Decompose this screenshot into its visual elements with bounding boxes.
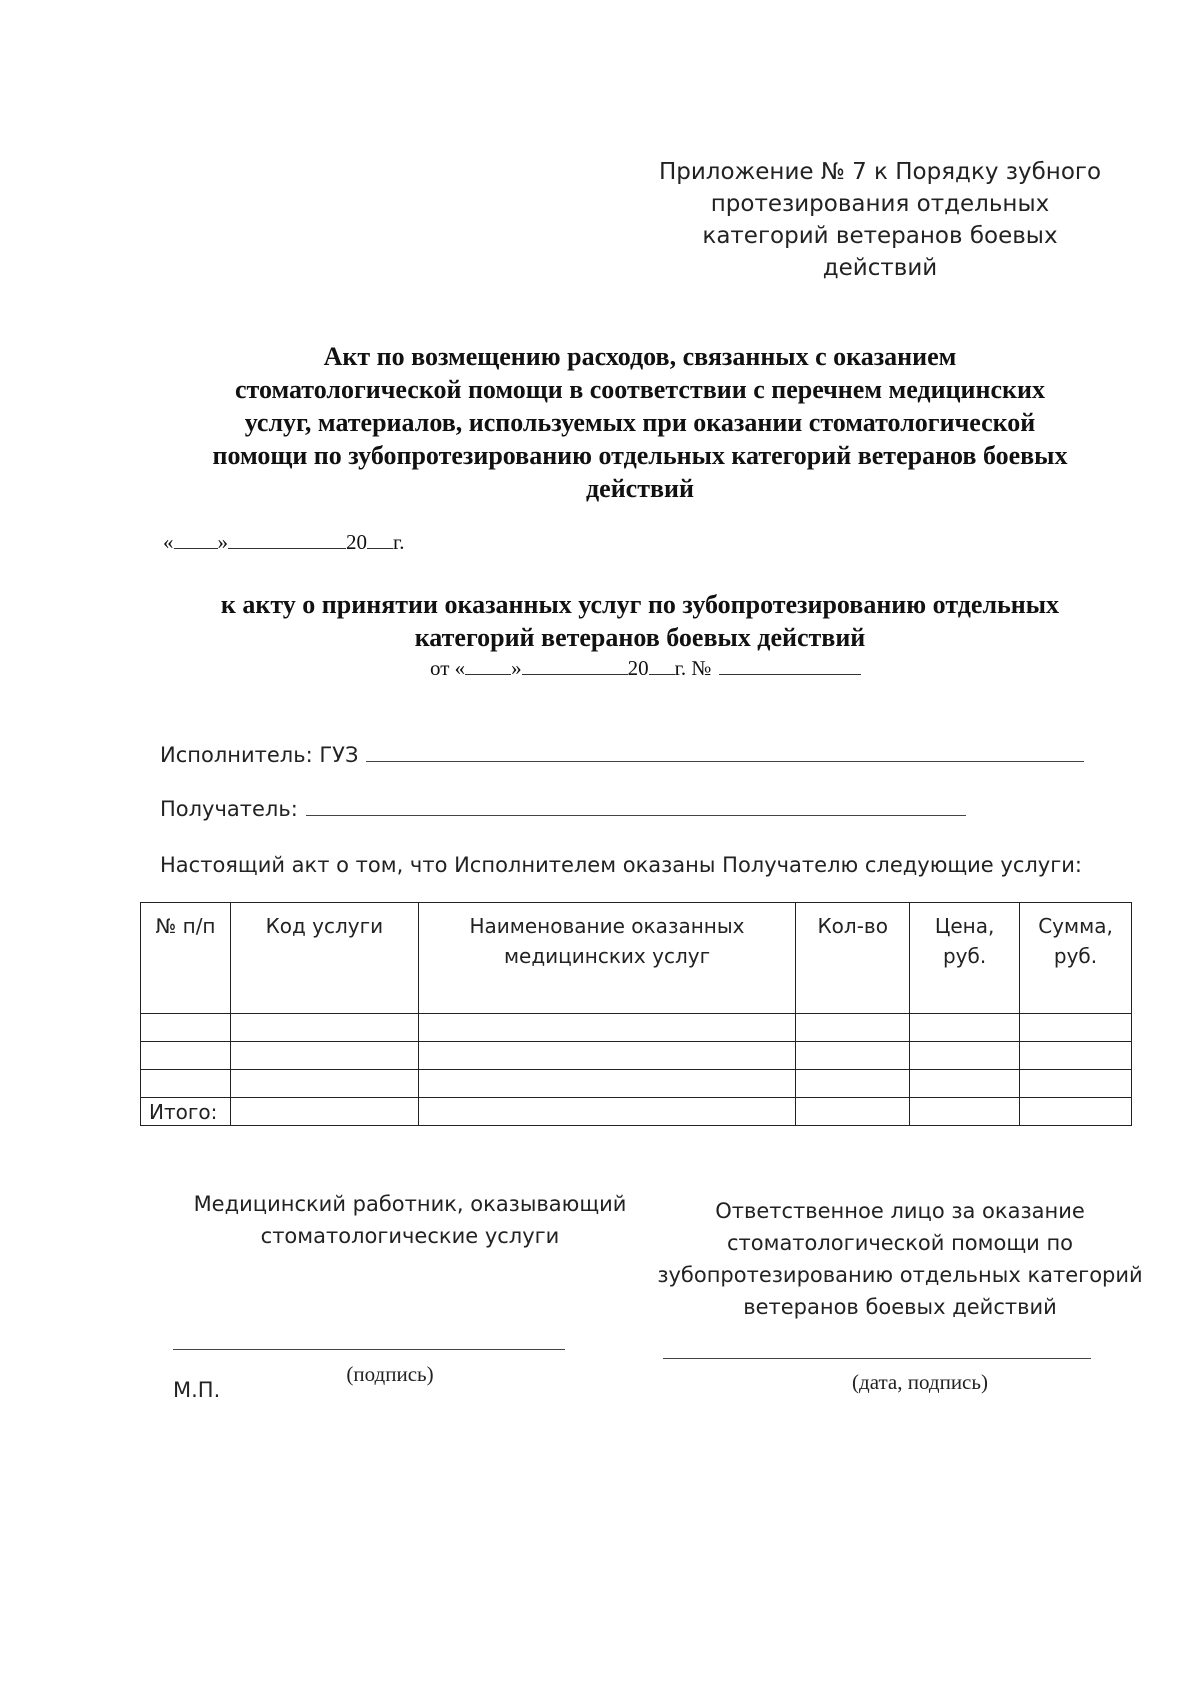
right-signature-caption: (дата, подпись): [852, 1370, 988, 1394]
title-line: услуг, материалов, используемых при оказании стоматологической: [244, 408, 1036, 437]
year-suffix: г.: [393, 530, 405, 554]
ref-month-blank[interactable]: [522, 656, 628, 675]
table-cell[interactable]: [796, 1042, 910, 1070]
left-signature-caption: (подпись): [346, 1362, 434, 1386]
table-cell[interactable]: [796, 1098, 910, 1126]
header-code-label: Код услуги: [265, 914, 384, 938]
header-name: [418, 903, 796, 1014]
table-cell[interactable]: [910, 1098, 1020, 1126]
date-open-quote: «: [163, 530, 174, 554]
appendix-note: [640, 156, 1120, 284]
title-line: действий: [586, 474, 694, 503]
header-name-line: медицинских услуг: [503, 944, 711, 968]
act-date-line: [163, 530, 405, 555]
header-quantity: [796, 903, 910, 1014]
header-quantity-label: Кол-во: [817, 914, 888, 938]
title-line: Акт по возмещению расходов, связанных с оказанием: [323, 342, 957, 371]
table-cell[interactable]: [796, 1014, 910, 1042]
sig-right-line: зубопротезированию отдельных категорий: [657, 1263, 1143, 1287]
table-cell[interactable]: [230, 1070, 418, 1098]
table-cell[interactable]: [141, 1014, 231, 1042]
title-line: стоматологической помощи в соответствии с перечнем медицинских: [234, 375, 1046, 404]
executor-label: Исполнитель: ГУЗ: [160, 743, 359, 767]
sig-left-line: стоматологические услуги: [260, 1224, 560, 1248]
appendix-line: протезирования отдельных: [710, 191, 1050, 217]
ref-year-prefix: 20: [627, 656, 649, 680]
subtitle-line: категорий ветеранов боевых действий: [414, 623, 866, 652]
header-number: [141, 903, 231, 1014]
left-signature-line[interactable]: [173, 1349, 565, 1350]
table-cell[interactable]: [1020, 1014, 1132, 1042]
table-cell[interactable]: [796, 1070, 910, 1098]
medical-worker-signature-block: [190, 1188, 630, 1252]
table-cell[interactable]: [910, 1070, 1020, 1098]
table-cell[interactable]: [418, 1014, 796, 1042]
header-code: [230, 903, 418, 1014]
recipient-label: Получатель:: [160, 797, 298, 821]
responsible-person-signature-block: [650, 1195, 1150, 1323]
table-cell[interactable]: [910, 1014, 1020, 1042]
ref-day-blank[interactable]: [465, 656, 511, 675]
header-price-line: Цена,: [934, 914, 995, 938]
table-cell[interactable]: [141, 1070, 231, 1098]
table-cell[interactable]: [1020, 1098, 1132, 1126]
executor-field: [160, 741, 1084, 767]
ref-from: от «: [430, 656, 466, 680]
table-cell[interactable]: [418, 1070, 796, 1098]
reference-act-line: [430, 656, 861, 681]
header-price-line: руб.: [942, 944, 987, 968]
recipient-input-line[interactable]: [306, 795, 966, 816]
day-blank[interactable]: [174, 530, 218, 549]
statement-text: Настоящий акт о том, что Исполнителем оказаны Получателю следующие услуги:: [160, 853, 1082, 877]
table-cell[interactable]: [910, 1042, 1020, 1070]
table-row: [141, 1042, 1132, 1070]
header-name-line: Наименование оказанных: [469, 914, 745, 938]
document-title: [150, 340, 1130, 505]
header-price: [910, 903, 1020, 1014]
month-blank[interactable]: [228, 530, 346, 549]
table-header-row: [141, 903, 1132, 1014]
table-cell[interactable]: [1020, 1070, 1132, 1098]
appendix-line: действий: [822, 255, 938, 281]
year-blank[interactable]: [367, 530, 393, 549]
total-label: Итого:: [141, 1098, 231, 1126]
table-row: [141, 1070, 1132, 1098]
services-table: [140, 902, 1132, 1126]
header-sum-line: Сумма,: [1038, 914, 1113, 938]
ref-year-suffix: г. №: [674, 656, 712, 680]
sig-right-line: ветеранов боевых действий: [743, 1295, 1057, 1319]
table-cell[interactable]: [418, 1042, 796, 1070]
table-cell[interactable]: [230, 1014, 418, 1042]
executor-input-line[interactable]: [366, 741, 1084, 762]
header-number-label: № п/п: [155, 914, 216, 938]
document-subtitle: [150, 588, 1130, 654]
date-close-quote: »: [217, 530, 228, 554]
appendix-line: Приложение № 7 к Порядку зубного: [658, 159, 1102, 185]
subtitle-line: к акту о принятии оказанных услуг по зубопротезированию отдельных: [220, 590, 1060, 619]
header-sum-line: руб.: [1053, 944, 1098, 968]
stamp-placeholder: М.П.: [173, 1378, 221, 1402]
table-cell[interactable]: [230, 1098, 418, 1126]
appendix-line: категорий ветеранов боевых: [702, 223, 1058, 249]
ref-close-quote: »: [511, 656, 522, 680]
recipient-field: [160, 795, 966, 821]
table-total-row: [141, 1098, 1132, 1126]
year-prefix: 20: [346, 530, 367, 554]
ref-number-blank[interactable]: [719, 656, 861, 675]
sig-right-line: стоматологической помощи по: [726, 1231, 1074, 1255]
header-sum: [1020, 903, 1132, 1014]
sig-right-line: Ответственное лицо за оказание: [715, 1199, 1085, 1223]
table-cell[interactable]: [141, 1042, 231, 1070]
sig-left-line: Медицинский работник, оказывающий: [193, 1192, 627, 1216]
table-cell[interactable]: [230, 1042, 418, 1070]
ref-year-blank[interactable]: [649, 656, 675, 675]
table-cell[interactable]: [1020, 1042, 1132, 1070]
table-cell[interactable]: [418, 1098, 796, 1126]
table-row: [141, 1014, 1132, 1042]
right-signature-line[interactable]: [663, 1358, 1091, 1359]
title-line: помощи по зубопротезированию отдельных категорий ветеранов боевых: [212, 441, 1068, 470]
